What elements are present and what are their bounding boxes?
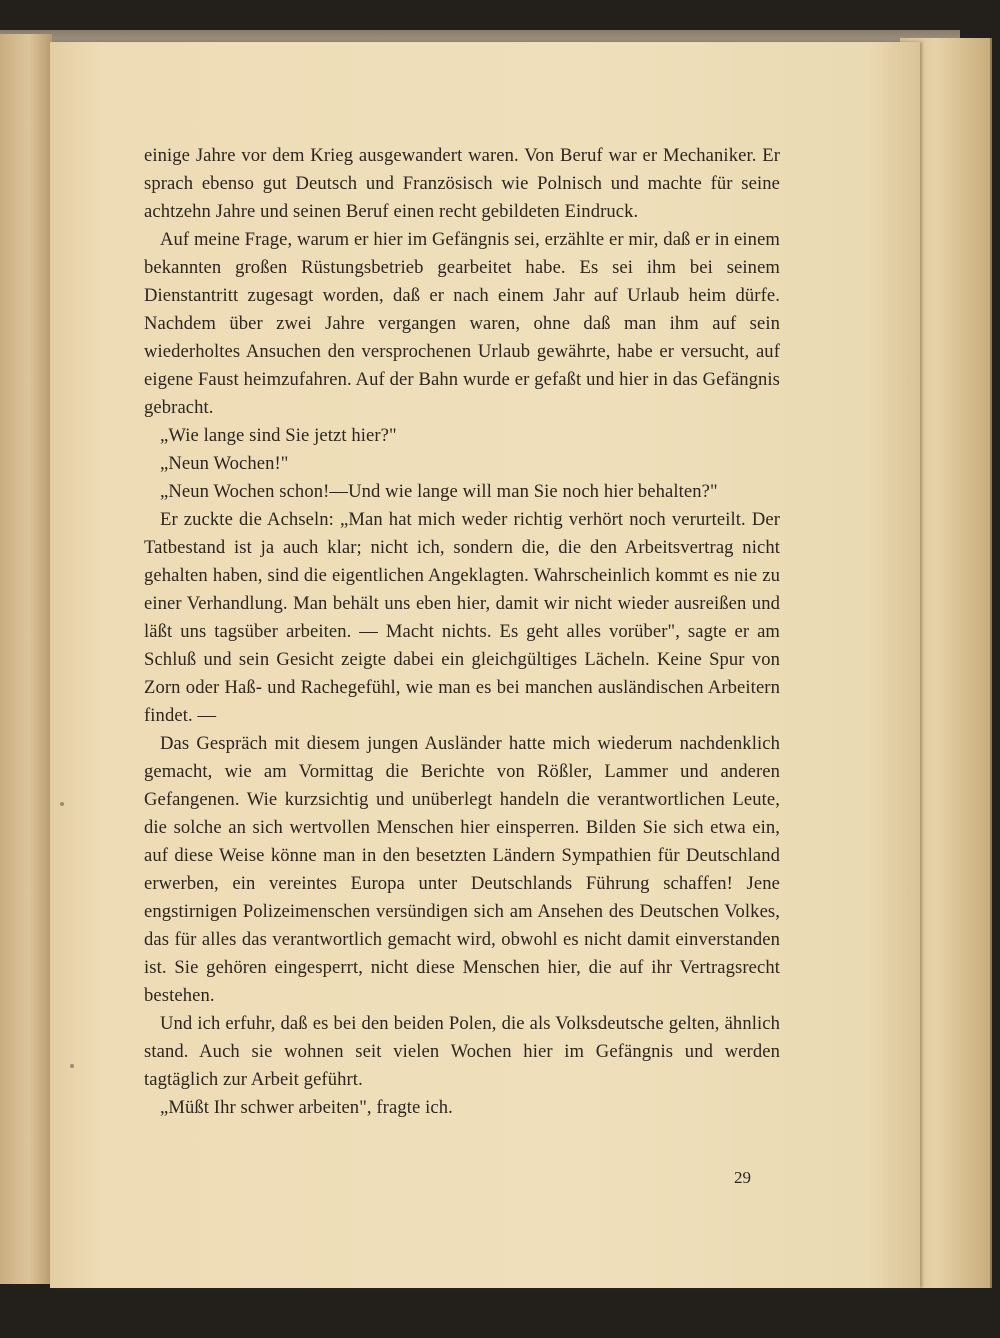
paper-speck [70,1064,74,1068]
left-page-edge [0,34,52,1284]
paragraph: Auf meine Frage, warum er hier im Gefängnis sei, erzählte er mir, daß er in einem bekannten großen Rüstungsbetrieb gearbeitet habe. Es sei ihm bei seinem Dienstantritt zugesagt worden, daß er nach einem Jahr auf Urlaub heim dürfe. Nachdem über zwei Jahre vergangen waren, ohne daß man ihm auf sein wiederholtes Ansuchen den versprochenen Urlaub gewährte, habe er versucht, auf eigene Faust heimzufahren. Auf der Bahn wurde er gefaßt und hier in das Gefängnis gebracht. [144,229,780,418]
paragraph: „Neun Wochen!" [160,453,289,474]
paragraph: Er zuckte die Achseln: „Man hat mich weder richtig verhört noch verurteilt. Der Tatbestand ist ja auch klar; nicht ich, sondern die, die den Arbeitsvertrag nicht gehalten haben, sind die eigentlichen Angeklagten. Wahrscheinlich kommt es nie zu einer Verhandlung. Man behält uns eben hier, damit wir nicht wieder ausreißen und läßt uns tagsüber arbeiten. — Macht nichts. Es geht alles vorüber", sagte er am Schluß und sein Gesicht zeigte dabei ein gleichgültiges Lächeln. Keine Spur von Zorn oder Haß- und Rachegefühl, wie man es bei manchen ausländischen Arbeitern findet. — [144,509,780,726]
paragraph: Das Gespräch mit diesem jungen Ausländer hatte mich wiederum nachdenklich gemacht, wie am Vormittag die Berichte von Rößler, Lammer und anderen Gefangenen. Wie kurzsichtig und unüberlegt handeln die verantwortlichen Leute, die solche an sich wertvollen Menschen hier einsperren. Bilden Sie sich etwa ein, auf diese Weise könne man in den besetzten Ländern Sympathien für Deutschland erwerben, ein vereintes Europa unter Deutschlands Führung schaffen! Jene engstirnigen Polizeimenschen versündigen sich am Ansehen des Deutschen Volkes, das für alles das verantwortlich gemacht wird, obwohl es nicht damit einverstanden ist. Sie gehören eingesperrt, nicht diese Menschen hier, die auf ihr Vertragsrecht bestehen. [144,733,780,1006]
body-text [144,142,780,1122]
paragraph: Und ich erfuhr, daß es bei den beiden Polen, die als Volksdeutsche gelten, ähnlich stand. Auch sie wohnen seit vielen Wochen hier im Gefängnis und werden tagtäglich zur Arbeit geführt. [144,1013,780,1090]
paragraph: „Müßt Ihr schwer arbeiten", fragte ich. [160,1097,453,1118]
paper-speck [60,802,64,806]
page-number: 29 [734,1168,751,1187]
paragraph: „Wie lange sind Sie jetzt hier?" [160,425,397,446]
paragraph: einige Jahre vor dem Krieg ausgewandert waren. Von Beruf war er Mechaniker. Er sprach ebenso gut Deutsch und Französisch wie Polnisch und machte für seine achtzehn Jahre und seinen Beruf einen recht gebildeten Eindruck. [144,145,780,222]
paragraph: „Neun Wochen schon!—Und wie lange will man Sie noch hier behalten?" [160,481,718,502]
